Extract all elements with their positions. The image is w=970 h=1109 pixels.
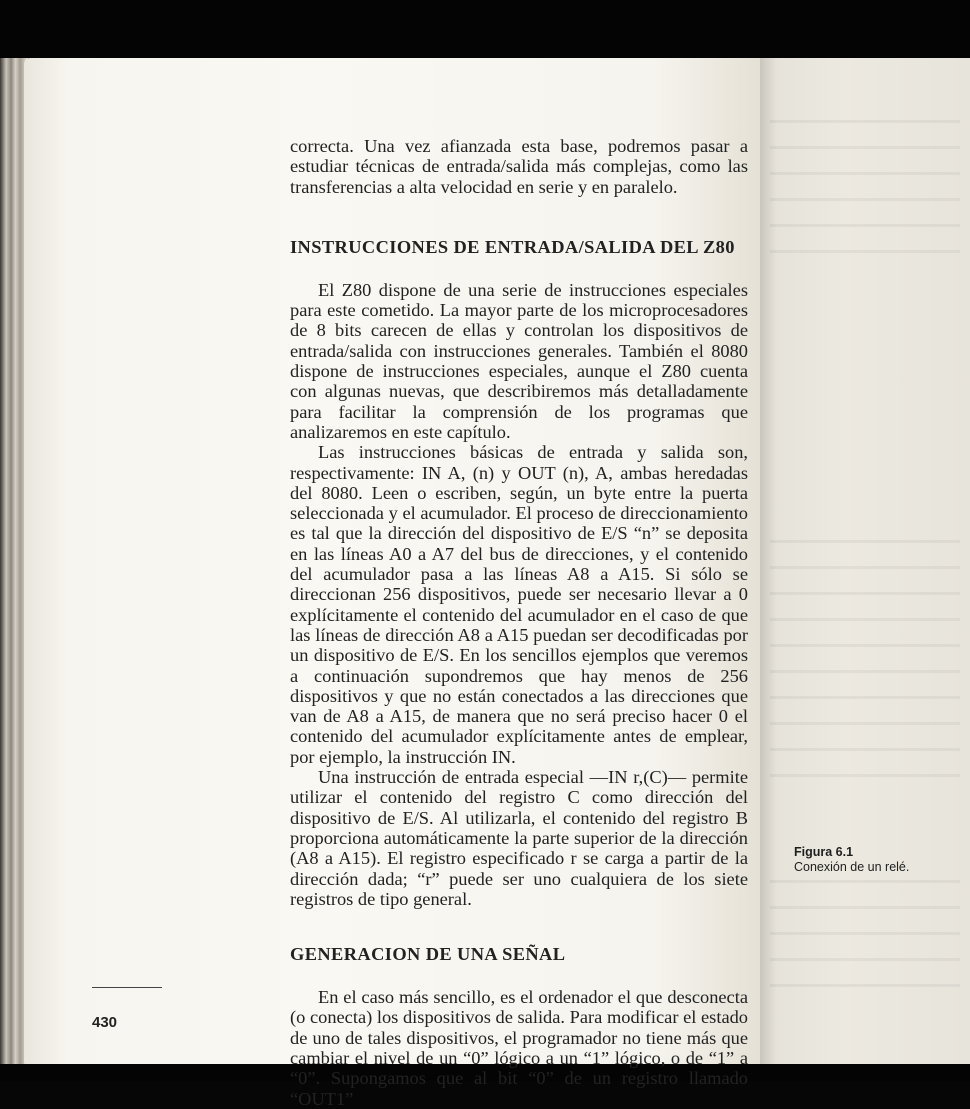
figure-label: Figura 6.1: [794, 845, 854, 859]
opening-paragraph: correcta. Una vez afianzada esta base, podremos pasar a estudiar técnicas de entrada/salida más complejas, como las transferencias a alta velocidad en serie y en paralelo.: [290, 136, 748, 197]
paragraph: Las instrucciones básicas de entrada y salida son, respectivamente: IN A, (n) y OUT (n), A, ambas heredadas del 8080. Leen o escriben, según, un byte entre la puerta seleccionada y el acumulador. El proceso de direccionamiento es tal que la dirección del dispositivo de E/S “n” se deposita en las líneas A0 a A7 del bus de direcciones, y el contenido del acumulador pasa a las líneas A8 a A15. Si sólo se direccionan 256 dispositivos, puede ser necesario llevar a 0 explícitamente el contenido del acumulador en el caso de que las líneas de dirección A8 a A15 puedan ser decodificadas por un dispositivo de E/S. En los sencillos ejemplos que veremos a continuación supondremos que hay menos de 256 dispositivos y que no están conectados a las direcciones que van de A8 a A15, de manera que no será preciso hacer 0 el contenido del acumulador explícitamente antes de emplear, por ejemplo, la instrucción IN.: [290, 442, 748, 767]
figure-caption: [794, 845, 964, 875]
bleed-through-texture: [770, 120, 960, 270]
paragraph: En el caso más sencillo, es el ordenador el que desconecta (o conecta) los dispositivos de salida. Para modificar el estado de uno de tales dispositivos, el programador no tiene más que cambiar el nivel de un “0” lógico a un “1” lógico, o de “1” a “0”. Supongamos que al bit “0” de un registro llamado “OUT1”: [290, 987, 748, 1109]
bleed-through-texture: [770, 540, 960, 800]
figure-caption-text: Conexión de un relé.: [794, 860, 910, 874]
section-heading: GENERACION DE UNA SEÑAL: [290, 944, 566, 965]
bleed-through-texture: [770, 880, 960, 990]
paragraph: El Z80 dispone de una serie de instrucciones especiales para este cometido. La mayor parte de los microprocesadores de 8 bits carecen de ellas y controlan los dispositivos de entrada/salida con instrucciones generales. También el 8080 dispone de instrucciones especiales, aunque el Z80 cuenta con algunas nuevas, que describiremos más detalladamente para facilitar la comprensión de los programas que analizaremos en este capítulo.: [290, 279, 748, 442]
section-heading: INSTRUCCIONES DE ENTRADA/SALIDA DEL Z80: [290, 236, 735, 257]
page-body: [290, 136, 748, 1109]
scan-border-top: [0, 0, 970, 58]
paragraph: Una instrucción de entrada especial —IN r,(C)— permite utilizar el contenido del registro C como dirección del dispositivo de E/S. Al utilizarla, el contenido del registro B proporciona automáticamente la parte superior de la dirección (A8 a A15). El registro especificado r se carga a partir de la dirección dada; “r” puede ser uno cualquiera de los siete registros de tipo general.: [290, 767, 748, 909]
page-number-rule: [92, 987, 162, 988]
page-number: 430: [92, 1014, 118, 1031]
